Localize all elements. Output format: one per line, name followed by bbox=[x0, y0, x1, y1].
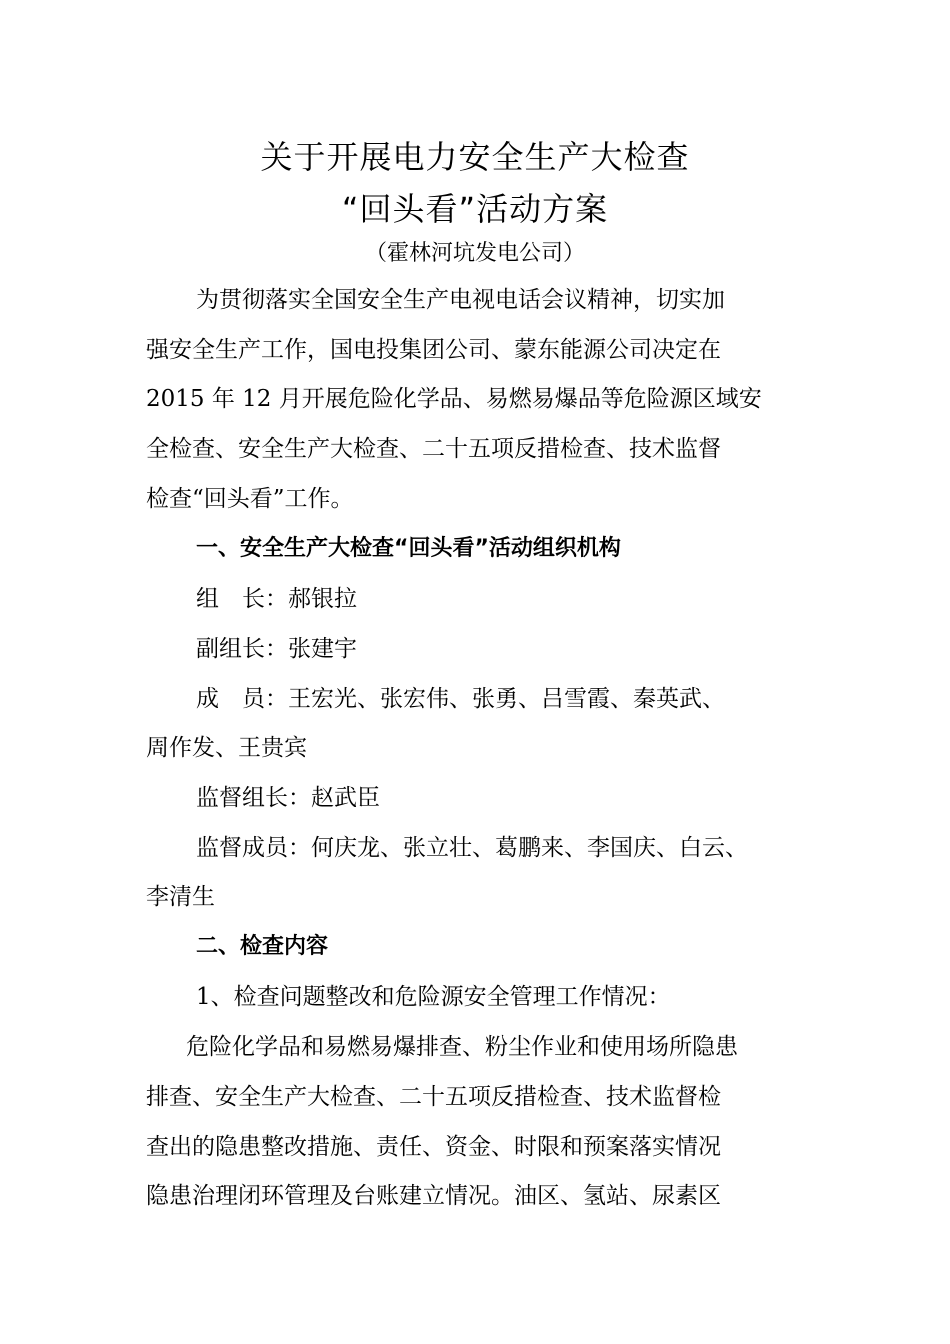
members-line-1: 成 员：王宏光、张宏伟、张勇、吕雪霞、秦英武、 bbox=[196, 686, 725, 712]
item-1-line-2: 排查、安全生产大检查、二十五项反措检查、技术监督检 bbox=[146, 1084, 721, 1110]
section-2-heading: 二、检查内容 bbox=[196, 934, 329, 959]
members-line-2: 周作发、王贵宾 bbox=[146, 735, 307, 761]
deputy-leader-line: 副组长：张建宇 bbox=[196, 636, 357, 662]
supervision-members-line-2: 李清生 bbox=[146, 884, 215, 910]
item-1-line-3: 查出的隐患整改措施、责任、资金、时限和预案落实情况 bbox=[146, 1134, 721, 1160]
item-1-line-1: 危险化学品和易燃易爆排查、粉尘作业和使用场所隐患 bbox=[186, 1034, 738, 1060]
subtitle: （霍林河坑发电公司） bbox=[364, 241, 585, 266]
intro-line-1: 为贯彻落实全国安全生产电视电话会议精神，切实加 bbox=[196, 287, 725, 313]
intro-line-5: 检查“回头看”工作。 bbox=[146, 486, 354, 512]
item-1-line-4: 隐患治理闭环管理及台账建立情况。油区、氢站、尿素区 bbox=[146, 1183, 721, 1209]
item-1-heading: 1、检查问题整改和危险源安全管理工作情况： bbox=[196, 984, 671, 1010]
leader-line: 组 长：郝银拉 bbox=[196, 586, 357, 612]
intro-line-3: 2015 年 12 月开展危险化学品、易燃易爆品等危险源区域安 bbox=[146, 386, 762, 412]
title-line-2: “回头看”活动方案 bbox=[341, 190, 609, 228]
section-1-heading: 一、安全生产大检查“回头看”活动组织机构 bbox=[196, 536, 621, 561]
supervision-members-line-1: 监督成员：何庆龙、张立壮、葛鹏来、李国庆、白云、 bbox=[196, 835, 748, 861]
intro-line-4: 全检查、安全生产大检查、二十五项反措检查、技术监督 bbox=[146, 436, 721, 462]
supervision-leader-line: 监督组长：赵武臣 bbox=[196, 785, 380, 811]
title-line-1: 关于开展电力安全生产大检查 bbox=[260, 138, 690, 176]
intro-line-2: 强安全生产工作，国电投集团公司、蒙东能源公司决定在 bbox=[146, 337, 721, 363]
